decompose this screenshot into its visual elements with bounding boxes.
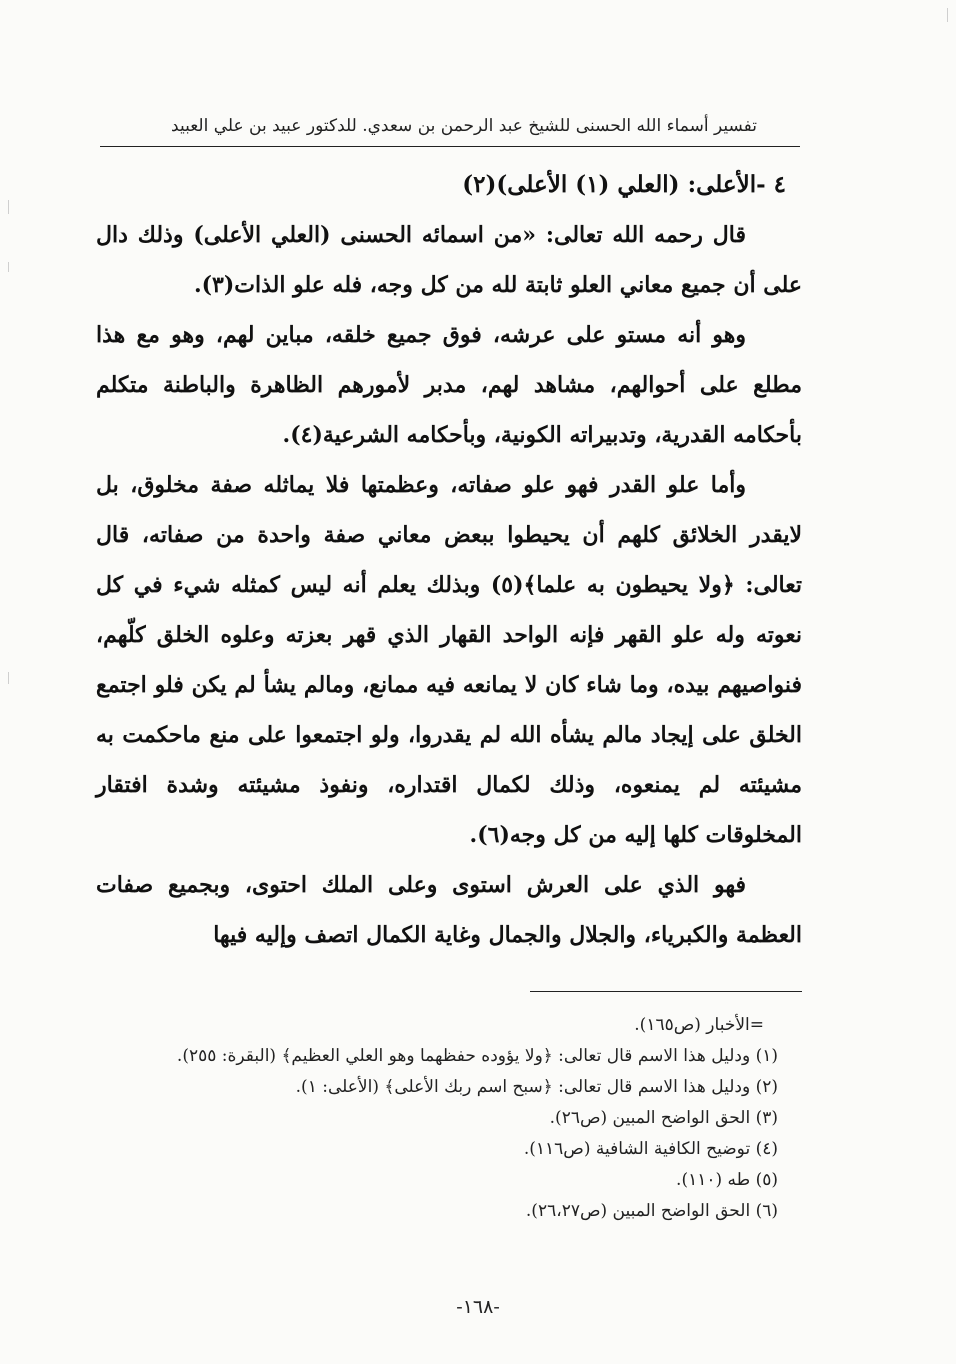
paragraph-4: فهو الذي على العرش استوى وعلى الملك احتوى، وبجميع صفات العظمة والكبرياء، والجلال والجمال وغاية الكمال اتصف وإليه فيها: [96, 872, 802, 948]
footnote-3: (٣) الحق الواضح المبين (ص٢٦).: [549, 1108, 778, 1128]
margin-tick: [947, 8, 948, 22]
margin-tick: [8, 262, 9, 272]
body-text: [96, 160, 802, 960]
paragraph-1: قال رحمه الله تعالى: «من اسمائه الحسنى (العلي الأعلى) وذلك دال على أن جميع معاني العلو ثابتة لله من كل وجه، فله علو الذات(٣).: [96, 222, 802, 298]
footnote-6: (٦) الحق الواضح المبين (ص٢٦،٢٧).: [525, 1201, 778, 1221]
paragraph-3: وأما علو القدر فهو علو صفاته، وعظمتها فلا يماثله صفة مخلوق، بل لايقدر الخلائق كلهم أن يحيطوا ببعض معاني صفة واحدة من صفاته، قال تعالى: ﴿ولا يحيطون به علما﴾(٥) وبذلك يعلم أنه ليس كمثله شيء في كل نعوته وله علو القهر فإنه الواحد القهار الذي قهر بعزته وعلوه الخلق كلّهم، فنواصيهم بيده، وما شاء كان لا يمانعه فيه ممانع، ومالم يشأ لم يكن فلو اجتمع الخلق على إيجاد مالم يشأه الله لم يقدروا، ولو اجتمعوا على منع ماحكمت به مشيئته لم يمنعوه، وذلك لكمال اقتداره، ونفوذ مشيئته وشدة افتقار المخلوقات كلها إليه من كل وجه(٦).: [96, 472, 802, 848]
paragraph-2: وهو أنه مستو على عرشه، فوق جميع خلقه، مباين لهم، وهو مع هذا مطلع على أحوالهم، مشاهد لهم، مدبر لأمورهم الظاهرة والباطنة متكلم بأحكامه القدرية، وتدبيراته الكونية، وبأحكامه الشرعية(٤).: [96, 322, 802, 448]
margin-tick: [8, 200, 9, 214]
running-header: تفسير أسماء الله الحسنى للشيخ عبد الرحمن بن سعدي. للدكتور عبيد بن علي العبيد: [171, 116, 757, 136]
footnotes: [100, 1010, 790, 1227]
section-heading: ٤ -الأعلى: (العلي (١) الأعلى)(٢): [462, 171, 786, 198]
footnote-4: (٤) توضيح الكافية الشافية (ص١١٦).: [523, 1139, 778, 1159]
footnote-continuation: =الأخبار (ص١٦٥).: [634, 1015, 764, 1035]
footnote-rule: [530, 991, 802, 992]
header-rule: [100, 146, 800, 147]
margin-tick: [8, 672, 9, 684]
footnote-2: (٢) ودليل هذا الاسم قال تعالى: ﴿سبح اسم ربك الأعلى﴾ (الأعلى: ١).: [295, 1077, 778, 1097]
footnote-5: (٥) طه (١١٠).: [676, 1170, 778, 1190]
page-number: -١٦٨-: [456, 1296, 500, 1318]
footnote-1: (١) ودليل هذا الاسم قال تعالى: ﴿ولا يؤوده حفظهما وهو العلي العظيم﴾ (البقرة: ٢٥٥).: [176, 1046, 778, 1066]
